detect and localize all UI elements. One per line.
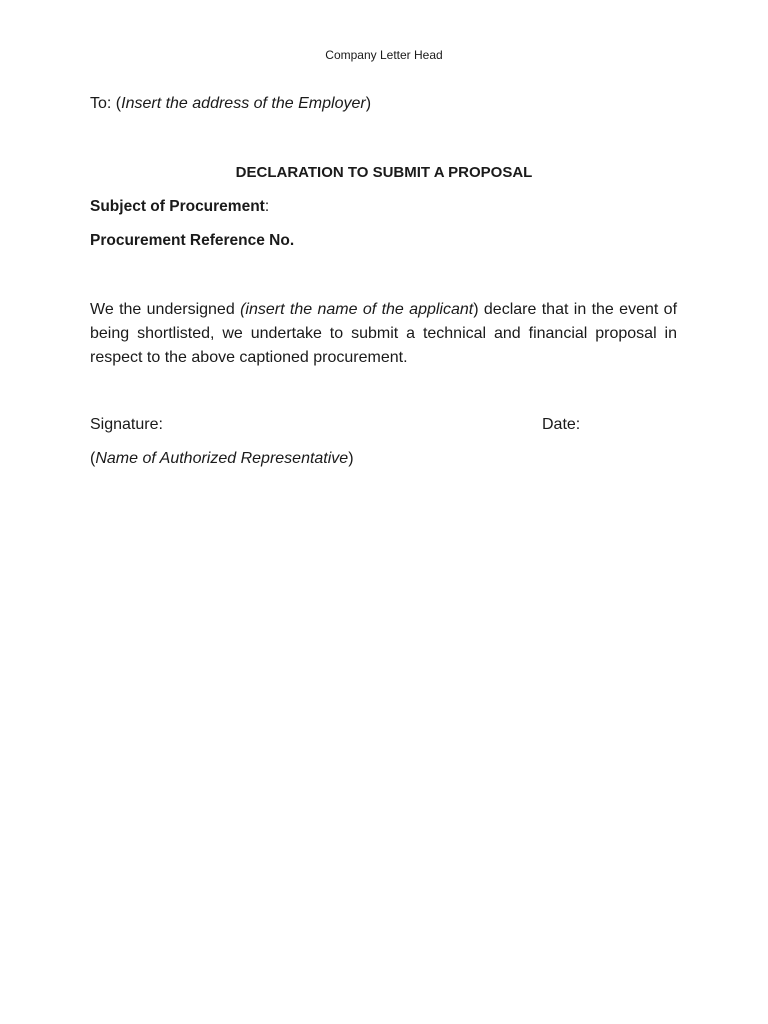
declaration-line-3: respect to the above captioned procurement. xyxy=(90,349,408,366)
subject-label: Subject of Procurement xyxy=(90,198,265,215)
employer-address-placeholder: Insert the address of the Employer xyxy=(121,95,366,112)
representative-close: ) xyxy=(348,450,354,467)
company-letterhead: Company Letter Head xyxy=(325,48,443,62)
representative-open: ( xyxy=(90,450,96,467)
applicant-name-placeholder: (insert the name of the applicant xyxy=(240,301,474,318)
declaration-paragraph xyxy=(90,298,677,370)
date-label: Date: xyxy=(542,416,581,433)
reference-number-label: Procurement Reference No. xyxy=(90,232,295,249)
representative-line xyxy=(90,449,354,469)
recipient-suffix: ) xyxy=(365,95,372,112)
document-title: DECLARATION TO SUBMIT A PROPOSAL xyxy=(235,164,533,181)
declaration-line-2: being shortlisted, we undertake to submit a technical and financial proposal in xyxy=(90,325,677,342)
declaration-line-1 xyxy=(90,298,677,322)
declaration-start: We the undersigned xyxy=(90,301,241,318)
recipient-line xyxy=(90,94,371,114)
signature-label: Signature: xyxy=(90,416,163,433)
declaration-line1-end: ) declare that in the event of xyxy=(473,301,678,318)
recipient-prefix: To: ( xyxy=(90,95,122,112)
subject-line xyxy=(90,197,269,217)
subject-colon: : xyxy=(264,198,270,215)
representative-name-placeholder: Name of Authorized Representative xyxy=(95,450,349,467)
